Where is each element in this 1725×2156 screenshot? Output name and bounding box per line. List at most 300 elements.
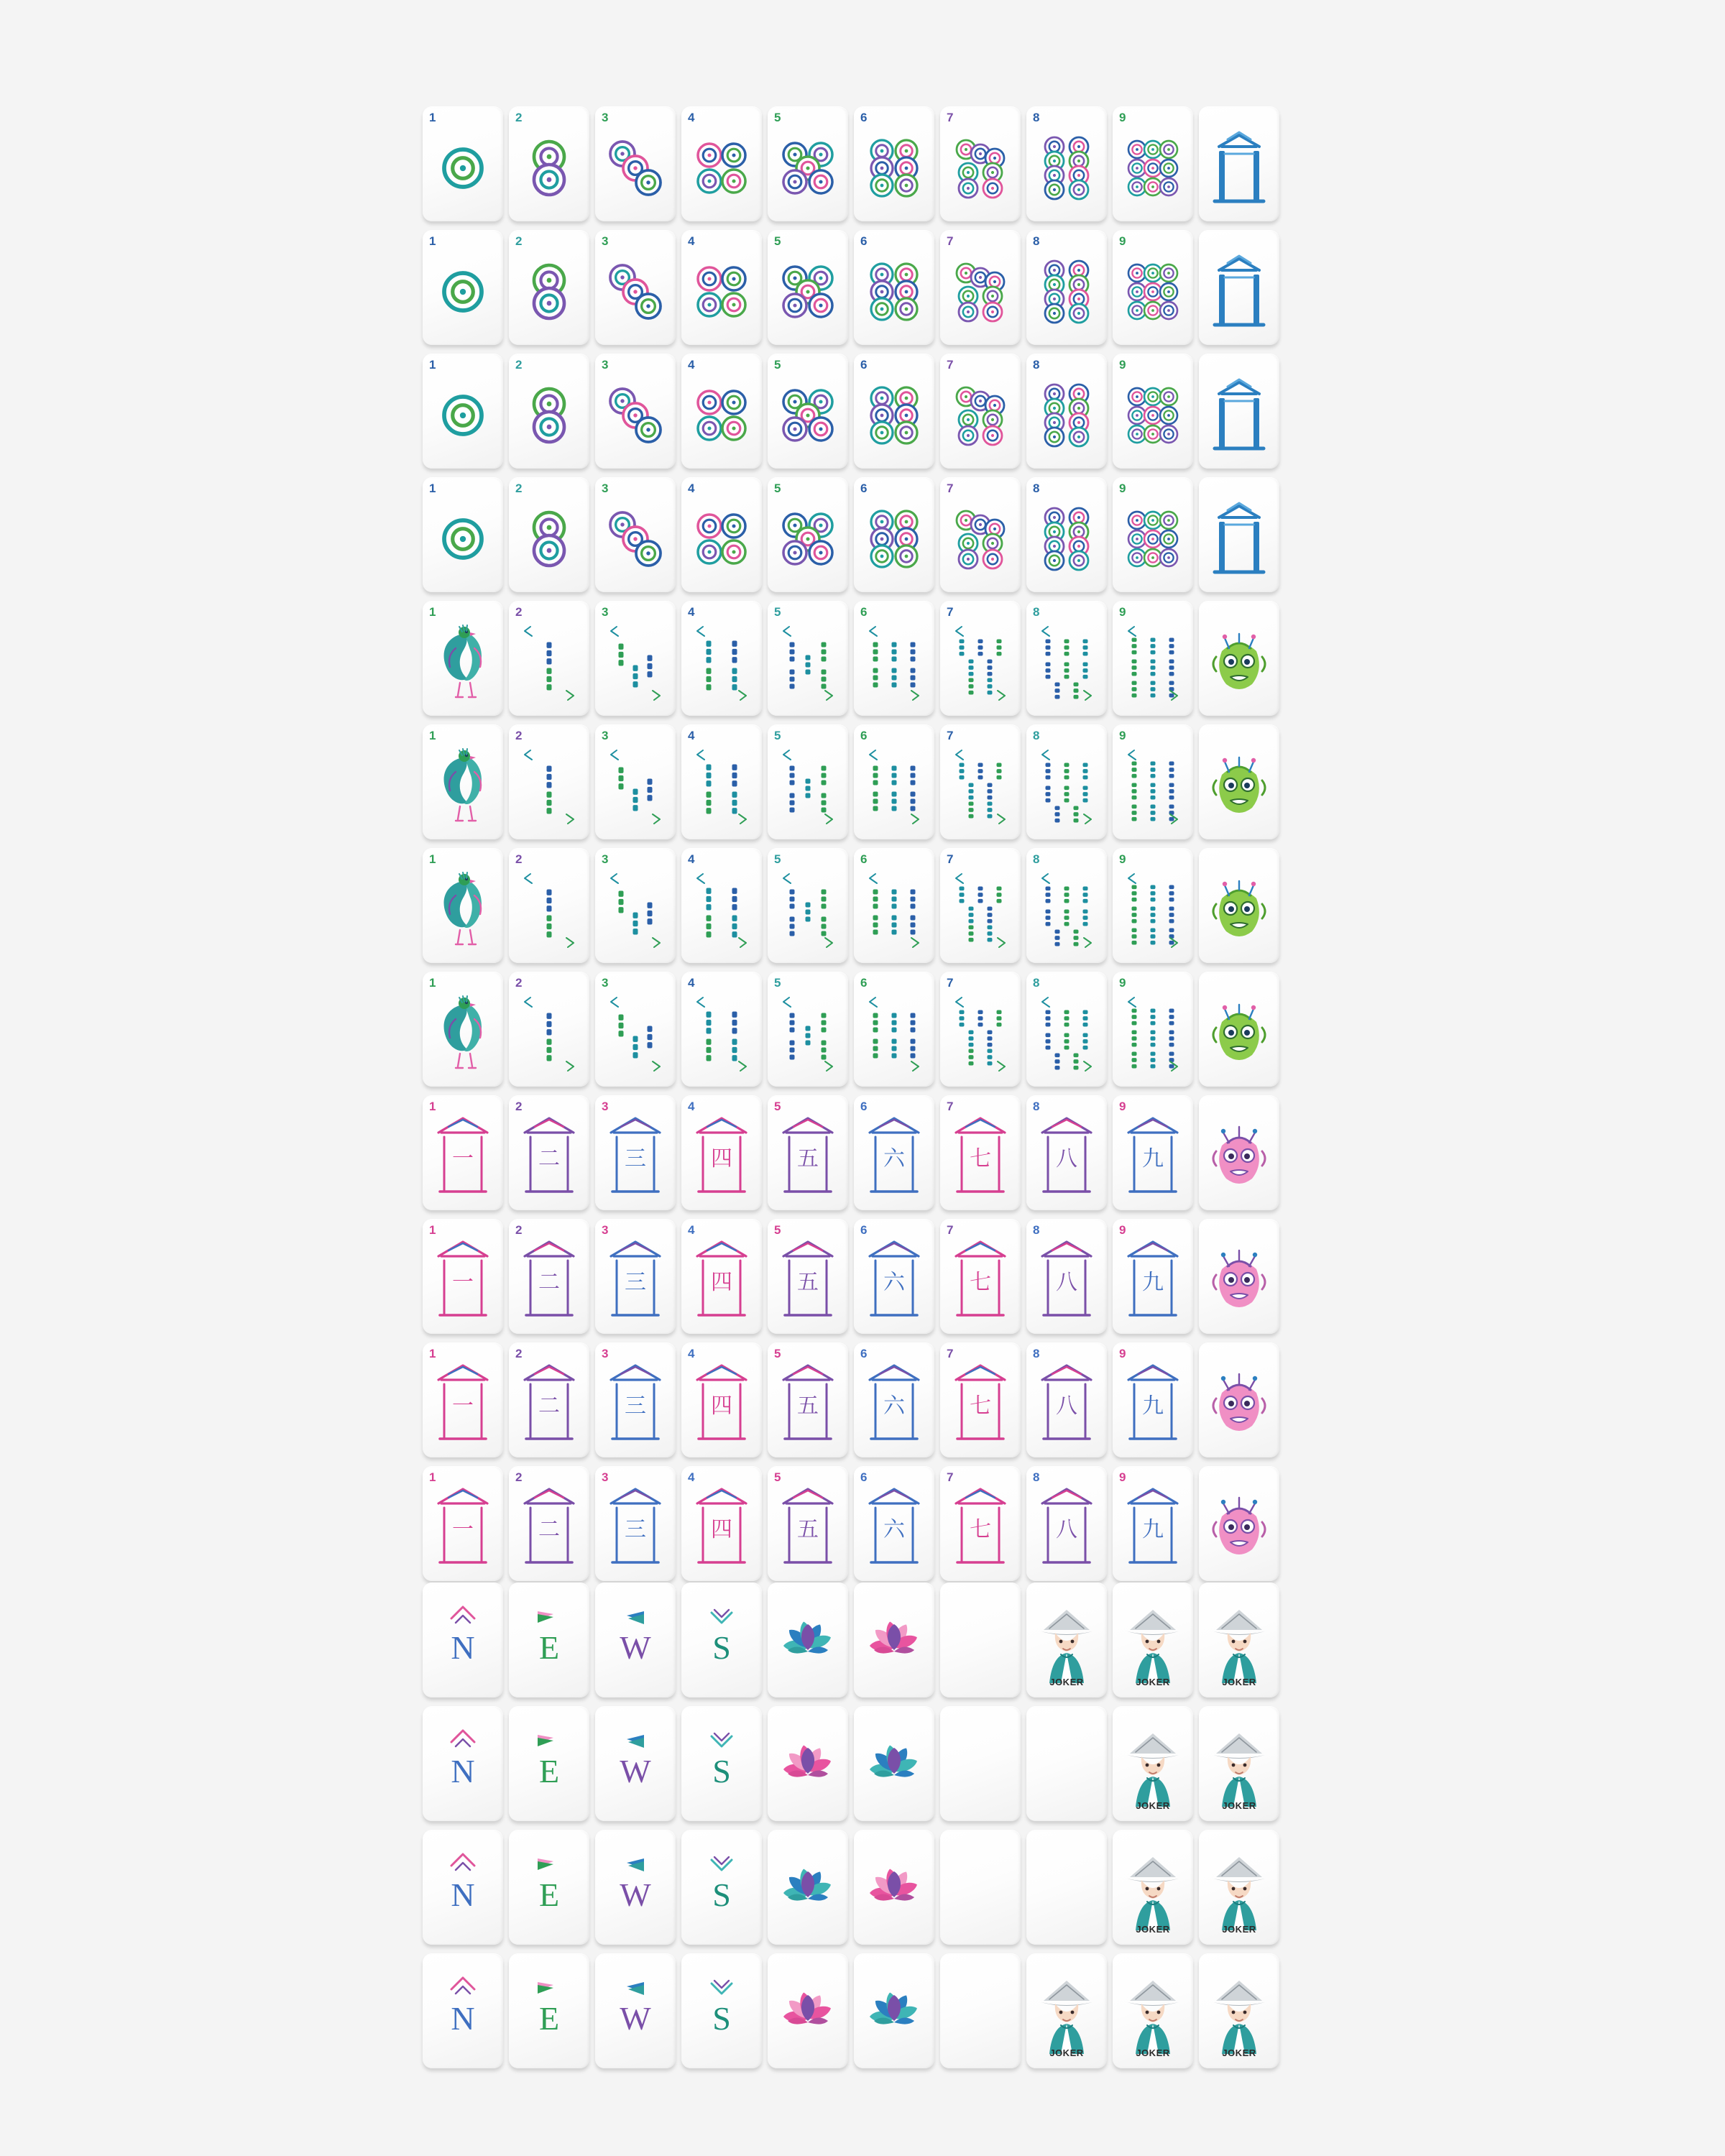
tile-dragon-green[interactable] — [1199, 972, 1279, 1087]
tile-dot-3[interactable] — [595, 230, 676, 345]
tile-number-label: 8 — [1033, 1100, 1040, 1113]
tile-crak-2[interactable] — [509, 1466, 589, 1581]
tile-dot-1[interactable] — [423, 477, 503, 592]
tile-wind-n[interactable] — [423, 1953, 503, 2068]
tile-joker-joker[interactable] — [1199, 1706, 1279, 1821]
tile-face-art — [423, 367, 503, 464]
tile-crak-4[interactable] — [681, 1219, 762, 1334]
tile-face-art: W — [595, 1719, 676, 1817]
tile-bird-1[interactable] — [423, 601, 503, 716]
tile-face-art — [595, 490, 676, 588]
tile-bam-8[interactable] — [1026, 972, 1107, 1087]
tile-face-art — [854, 119, 934, 217]
tile-face-art: 六 — [854, 1108, 934, 1206]
tile-bam-7[interactable] — [940, 848, 1021, 963]
tile-wind-e[interactable] — [509, 1830, 589, 1945]
tile-number-label: 8 — [1033, 1347, 1040, 1360]
tile-number-label: 3 — [602, 1470, 609, 1484]
tile-dot-2[interactable] — [509, 106, 589, 221]
tile-number-label: 9 — [1119, 852, 1126, 866]
tile-dragon-red[interactable] — [1199, 1095, 1279, 1210]
tile-face-art — [681, 243, 762, 341]
tile-face-art — [1199, 243, 1279, 341]
tile-face-art: N — [423, 1843, 503, 1940]
tile-bam-4[interactable] — [681, 601, 762, 716]
tile-face-art — [509, 737, 589, 835]
tile-face-art — [1199, 490, 1279, 588]
tile-crak-4[interactable] — [681, 1095, 762, 1210]
tile-face-art — [940, 367, 1021, 464]
tile-number-label: 3 — [602, 852, 609, 866]
tile-crak-2[interactable] — [509, 1342, 589, 1457]
tile-dot-2[interactable] — [509, 477, 589, 592]
tile-crak-8[interactable] — [1026, 1219, 1107, 1334]
tile-face-art — [854, 490, 934, 588]
tile-bam-3[interactable] — [595, 972, 676, 1087]
tile-face-art — [509, 119, 589, 217]
tile-crak-6[interactable] — [854, 1342, 934, 1457]
tile-crak-8[interactable] — [1026, 1342, 1107, 1457]
tile-blank[interactable] — [940, 1830, 1021, 1945]
tile-wind-w[interactable] — [595, 1953, 676, 2068]
tile-face-art — [1199, 1108, 1279, 1206]
tile-number-label: 3 — [602, 605, 609, 619]
tile-face-art — [1026, 614, 1107, 711]
tile-crak-9[interactable] — [1113, 1095, 1193, 1210]
tile-number-label: 7 — [947, 234, 954, 248]
tile-flower-teal[interactable] — [768, 1583, 848, 1697]
tile-bam-6[interactable] — [854, 848, 934, 963]
tile-joker-joker[interactable] — [1113, 1706, 1193, 1821]
tile-number-label: 2 — [515, 358, 523, 372]
tile-wind-s[interactable] — [681, 1830, 762, 1945]
tile-number-label: 3 — [602, 1223, 609, 1237]
tile-joker-joker[interactable] — [1199, 1830, 1279, 1945]
tile-face-art: 二 — [509, 1108, 589, 1206]
tile-face-art: 一 — [423, 1479, 503, 1577]
tile-crak-5[interactable] — [768, 1466, 848, 1581]
tile-number-label: 2 — [515, 852, 523, 866]
tile-dot-8[interactable] — [1026, 106, 1107, 221]
tile-crak-6[interactable] — [854, 1219, 934, 1334]
tile-face-art — [1113, 737, 1193, 835]
tile-crak-7[interactable] — [940, 1095, 1021, 1210]
tile-joker-joker[interactable] — [1026, 1953, 1107, 2068]
tile-face-art — [940, 490, 1021, 588]
tile-number-label: 5 — [774, 1223, 781, 1237]
tile-flower-pink[interactable] — [768, 1953, 848, 2068]
tile-number-label: 4 — [688, 976, 695, 990]
tile-face-art: 八 — [1026, 1355, 1107, 1453]
tile-bam-5[interactable] — [768, 601, 848, 716]
tile-bam-3[interactable] — [595, 724, 676, 839]
tile-number-label: 9 — [1119, 1347, 1126, 1360]
tile-flower-pink[interactable] — [854, 1830, 934, 1945]
tile-crak-8[interactable] — [1026, 1095, 1107, 1210]
tile-bird-1[interactable] — [423, 972, 503, 1087]
tile-face-art — [1026, 861, 1107, 959]
tile-wind-e[interactable] — [509, 1583, 589, 1697]
tile-face-art — [768, 367, 848, 464]
tile-dot-5[interactable] — [768, 477, 848, 592]
tile-crak-9[interactable] — [1113, 1219, 1193, 1334]
tile-face-art: 八 — [1026, 1232, 1107, 1330]
tile-face-art — [1026, 490, 1107, 588]
tile-bam-5[interactable] — [768, 848, 848, 963]
tile-face-art: 二 — [509, 1355, 589, 1453]
tile-dot-1[interactable] — [423, 230, 503, 345]
tile-wind-n[interactable] — [423, 1706, 503, 1821]
tile-bam-2[interactable] — [509, 972, 589, 1087]
tile-crak-9[interactable] — [1113, 1342, 1193, 1457]
tile-face-art: W — [595, 1843, 676, 1940]
tile-number-label: 7 — [947, 358, 954, 372]
tile-face-art — [1199, 1355, 1279, 1453]
tile-number-label: 2 — [515, 605, 523, 619]
tile-number-label: 2 — [515, 482, 523, 495]
tile-crak-3[interactable] — [595, 1095, 676, 1210]
tile-face-art: N — [423, 1595, 503, 1693]
tile-number-label: 4 — [688, 1223, 695, 1237]
tile-number-label: 5 — [774, 976, 781, 990]
tile-dot-7[interactable] — [940, 354, 1021, 469]
tile-number-label: 4 — [688, 605, 695, 619]
tile-joker-joker[interactable] — [1113, 1953, 1193, 2068]
tile-bam-7[interactable] — [940, 724, 1021, 839]
tile-number-label: 7 — [947, 1223, 954, 1237]
tile-blank[interactable] — [1026, 1830, 1107, 1945]
tile-bam-2[interactable] — [509, 848, 589, 963]
tile-face-art: 五 — [768, 1479, 848, 1577]
tile-bam-7[interactable] — [940, 601, 1021, 716]
tile-number-label: 8 — [1033, 852, 1040, 866]
tile-face-art: 五 — [768, 1355, 848, 1453]
tile-crak-2[interactable] — [509, 1219, 589, 1334]
tile-number-label: 5 — [774, 234, 781, 248]
tile-number-label: 3 — [602, 976, 609, 990]
tile-face-art — [854, 614, 934, 711]
tile-joker-joker[interactable] — [1026, 1583, 1107, 1697]
tile-dot-9[interactable] — [1113, 354, 1193, 469]
tile-crak-2[interactable] — [509, 1095, 589, 1210]
tile-face-art — [1199, 119, 1279, 217]
tile-face-art — [509, 490, 589, 588]
tile-crak-5[interactable] — [768, 1219, 848, 1334]
tile-bam-4[interactable] — [681, 848, 762, 963]
tile-number-label: 3 — [602, 1100, 609, 1113]
tile-crak-1[interactable] — [423, 1466, 503, 1581]
tile-number-label: 3 — [602, 729, 609, 742]
tile-crak-5[interactable] — [768, 1095, 848, 1210]
tile-dot-3[interactable] — [595, 106, 676, 221]
tile-bam-4[interactable] — [681, 724, 762, 839]
tile-face-art — [595, 367, 676, 464]
tile-number-label: 4 — [688, 1100, 695, 1113]
tile-dot-9[interactable] — [1113, 230, 1193, 345]
tile-face-art — [940, 614, 1021, 711]
tile-dot-6[interactable] — [854, 354, 934, 469]
tile-face-art — [681, 119, 762, 217]
tile-number-label: 9 — [1119, 729, 1126, 742]
tile-dot-6[interactable] — [854, 106, 934, 221]
tile-dot-5[interactable] — [768, 106, 848, 221]
tile-face-art: W — [595, 1966, 676, 2064]
tile-number-label: 2 — [515, 1347, 523, 1360]
tile-number-label: 7 — [947, 976, 954, 990]
tile-bam-6[interactable] — [854, 601, 934, 716]
tile-joker-joker[interactable] — [1199, 1953, 1279, 2068]
tile-dragon-green[interactable] — [1199, 724, 1279, 839]
tile-dot-2[interactable] — [509, 230, 589, 345]
tile-dot-7[interactable] — [940, 106, 1021, 221]
tile-face-art: JOKER — [1113, 1843, 1193, 1940]
tile-dragon-red[interactable] — [1199, 1219, 1279, 1334]
tile-dot-8[interactable] — [1026, 230, 1107, 345]
tile-bam-6[interactable] — [854, 972, 934, 1087]
tile-face-art — [1199, 367, 1279, 464]
tile-number-label: 3 — [602, 358, 609, 372]
tile-face-art — [1026, 119, 1107, 217]
tile-bam-9[interactable] — [1113, 724, 1193, 839]
tile-bam-2[interactable] — [509, 601, 589, 716]
tile-face-art: E — [509, 1595, 589, 1693]
tile-bam-5[interactable] — [768, 724, 848, 839]
tile-dragon-white[interactable] — [1199, 106, 1279, 221]
tile-face-art — [1199, 737, 1279, 835]
tile-number-label: 6 — [860, 111, 868, 124]
tile-bam-9[interactable] — [1113, 972, 1193, 1087]
tile-number-label: 1 — [429, 729, 436, 742]
tile-dragon-green[interactable] — [1199, 848, 1279, 963]
tile-face-art — [768, 737, 848, 835]
tile-face-art: E — [509, 1719, 589, 1817]
tile-crak-4[interactable] — [681, 1342, 762, 1457]
tile-face-art: JOKER — [1113, 1719, 1193, 1817]
tile-number-label: 6 — [860, 482, 868, 495]
tile-face-art — [681, 737, 762, 835]
tile-dot-4[interactable] — [681, 230, 762, 345]
tile-number-label: 9 — [1119, 111, 1126, 124]
tile-face-art — [681, 985, 762, 1082]
tile-face-art: 四 — [681, 1479, 762, 1577]
tile-dragon-white[interactable] — [1199, 477, 1279, 592]
tile-dot-1[interactable] — [423, 354, 503, 469]
tile-number-label: 8 — [1033, 1470, 1040, 1484]
tile-dot-4[interactable] — [681, 477, 762, 592]
tile-crak-7[interactable] — [940, 1466, 1021, 1581]
tile-bam-4[interactable] — [681, 972, 762, 1087]
tile-bam-6[interactable] — [854, 724, 934, 839]
tile-face-art — [509, 614, 589, 711]
tile-crak-3[interactable] — [595, 1466, 676, 1581]
tile-dot-5[interactable] — [768, 230, 848, 345]
tile-dot-9[interactable] — [1113, 106, 1193, 221]
tile-number-label: 9 — [1119, 1223, 1126, 1237]
tile-face-art: JOKER — [1026, 1966, 1107, 2064]
tile-wind-s[interactable] — [681, 1583, 762, 1697]
tile-joker-joker[interactable] — [1113, 1830, 1193, 1945]
tile-face-art: S — [681, 1843, 762, 1940]
tile-face-art — [854, 737, 934, 835]
tile-bird-1[interactable] — [423, 724, 503, 839]
tile-crak-3[interactable] — [595, 1342, 676, 1457]
tile-dragon-white[interactable] — [1199, 230, 1279, 345]
tile-number-label: 6 — [860, 976, 868, 990]
tile-dragon-white[interactable] — [1199, 354, 1279, 469]
tile-joker-joker[interactable] — [1199, 1583, 1279, 1697]
tile-number-label: 7 — [947, 482, 954, 495]
tile-crak-6[interactable] — [854, 1095, 934, 1210]
tile-number-label: 8 — [1033, 605, 1040, 619]
tile-face-art: 三 — [595, 1108, 676, 1206]
tile-face-art: 八 — [1026, 1479, 1107, 1577]
tile-blank[interactable] — [1026, 1706, 1107, 1821]
tile-face-art — [423, 243, 503, 341]
tile-bam-9[interactable] — [1113, 601, 1193, 716]
tile-face-art: 六 — [854, 1479, 934, 1577]
tile-dragon-green[interactable] — [1199, 601, 1279, 716]
tile-number-label: 9 — [1119, 605, 1126, 619]
tile-bam-2[interactable] — [509, 724, 589, 839]
tile-number-label: 6 — [860, 358, 868, 372]
tile-face-art — [940, 243, 1021, 341]
tile-number-label: 1 — [429, 976, 436, 990]
tile-dot-6[interactable] — [854, 477, 934, 592]
tile-face-art: S — [681, 1595, 762, 1693]
tile-crak-1[interactable] — [423, 1219, 503, 1334]
tile-face-art: JOKER — [1199, 1595, 1279, 1693]
tile-crak-1[interactable] — [423, 1342, 503, 1457]
tile-number-label: 5 — [774, 1347, 781, 1360]
tile-dragon-red[interactable] — [1199, 1466, 1279, 1581]
tile-flower-teal[interactable] — [854, 1953, 934, 2068]
tile-dot-4[interactable] — [681, 106, 762, 221]
tile-dot-3[interactable] — [595, 477, 676, 592]
tile-number-label: 7 — [947, 852, 954, 866]
tile-dot-4[interactable] — [681, 354, 762, 469]
tile-face-art: 四 — [681, 1355, 762, 1453]
tile-face-art — [940, 119, 1021, 217]
tile-number-label: 8 — [1033, 1223, 1040, 1237]
tile-face-art: 二 — [509, 1479, 589, 1577]
tile-face-art: 五 — [768, 1108, 848, 1206]
tile-crak-1[interactable] — [423, 1095, 503, 1210]
tile-number-label: 2 — [515, 976, 523, 990]
tile-face-art: E — [509, 1843, 589, 1940]
tile-dot-6[interactable] — [854, 230, 934, 345]
tile-face-art — [595, 243, 676, 341]
tile-wind-w[interactable] — [595, 1583, 676, 1697]
tile-flower-pink[interactable] — [768, 1706, 848, 1821]
tile-crak-7[interactable] — [940, 1342, 1021, 1457]
tile-face-art — [1199, 985, 1279, 1082]
tile-number-label: 3 — [602, 1347, 609, 1360]
tile-face-art: 二 — [509, 1232, 589, 1330]
tile-number-label: 2 — [515, 234, 523, 248]
tile-dragon-red[interactable] — [1199, 1342, 1279, 1457]
tile-dot-1[interactable] — [423, 106, 503, 221]
tile-wind-s[interactable] — [681, 1706, 762, 1821]
tile-crak-9[interactable] — [1113, 1466, 1193, 1581]
tile-wind-n[interactable] — [423, 1583, 503, 1697]
tile-blank[interactable] — [940, 1953, 1021, 2068]
tile-flower-pink[interactable] — [854, 1583, 934, 1697]
tile-blank[interactable] — [940, 1706, 1021, 1821]
tile-face-art: 七 — [940, 1355, 1021, 1453]
tile-face-art — [768, 614, 848, 711]
tile-number-label: 1 — [429, 482, 436, 495]
tile-number-label: 3 — [602, 111, 609, 124]
tile-face-art — [854, 1595, 934, 1693]
tile-face-art: 九 — [1113, 1355, 1193, 1453]
tile-number-label: 9 — [1119, 482, 1126, 495]
tile-crak-6[interactable] — [854, 1466, 934, 1581]
tile-dot-7[interactable] — [940, 230, 1021, 345]
tile-flower-teal[interactable] — [768, 1830, 848, 1945]
tile-face-art — [768, 1966, 848, 2064]
tile-bam-9[interactable] — [1113, 848, 1193, 963]
tile-joker-joker[interactable] — [1113, 1583, 1193, 1697]
tile-bam-7[interactable] — [940, 972, 1021, 1087]
tile-face-art — [940, 737, 1021, 835]
tile-number-label: 1 — [429, 1470, 436, 1484]
tile-flower-teal[interactable] — [854, 1706, 934, 1821]
tile-face-art: 六 — [854, 1232, 934, 1330]
tile-bam-8[interactable] — [1026, 848, 1107, 963]
tile-wind-w[interactable] — [595, 1830, 676, 1945]
tile-number-label: 6 — [860, 852, 868, 866]
tile-blank[interactable] — [940, 1583, 1021, 1697]
tile-wind-n[interactable] — [423, 1830, 503, 1945]
tile-number-label: 2 — [515, 111, 523, 124]
tile-face-art — [681, 490, 762, 588]
tile-bam-8[interactable] — [1026, 724, 1107, 839]
tile-wind-w[interactable] — [595, 1706, 676, 1821]
tile-dot-8[interactable] — [1026, 477, 1107, 592]
tile-face-art — [595, 119, 676, 217]
tile-number-label: 6 — [860, 605, 868, 619]
tile-number-label: 6 — [860, 234, 868, 248]
tile-crak-3[interactable] — [595, 1219, 676, 1334]
tile-dot-8[interactable] — [1026, 354, 1107, 469]
tile-bam-5[interactable] — [768, 972, 848, 1087]
tile-bam-3[interactable] — [595, 601, 676, 716]
tile-dot-7[interactable] — [940, 477, 1021, 592]
tile-number-label: 1 — [429, 1223, 436, 1237]
tile-number-label: 8 — [1033, 729, 1040, 742]
tile-dot-3[interactable] — [595, 354, 676, 469]
tile-dot-5[interactable] — [768, 354, 848, 469]
tile-crak-8[interactable] — [1026, 1466, 1107, 1581]
tile-wind-e[interactable] — [509, 1706, 589, 1821]
tile-crak-5[interactable] — [768, 1342, 848, 1457]
tile-number-label: 9 — [1119, 234, 1126, 248]
tile-number-label: 7 — [947, 1470, 954, 1484]
tile-number-label: 1 — [429, 1100, 436, 1113]
tile-face-art: 三 — [595, 1355, 676, 1453]
tile-number-label: 4 — [688, 358, 695, 372]
tile-dot-2[interactable] — [509, 354, 589, 469]
tile-wind-s[interactable] — [681, 1953, 762, 2068]
tile-wind-e[interactable] — [509, 1953, 589, 2068]
tile-crak-4[interactable] — [681, 1466, 762, 1581]
tile-dot-9[interactable] — [1113, 477, 1193, 592]
tile-number-label: 5 — [774, 605, 781, 619]
tile-bam-3[interactable] — [595, 848, 676, 963]
tile-bird-1[interactable] — [423, 848, 503, 963]
tile-bam-8[interactable] — [1026, 601, 1107, 716]
tile-crak-7[interactable] — [940, 1219, 1021, 1334]
